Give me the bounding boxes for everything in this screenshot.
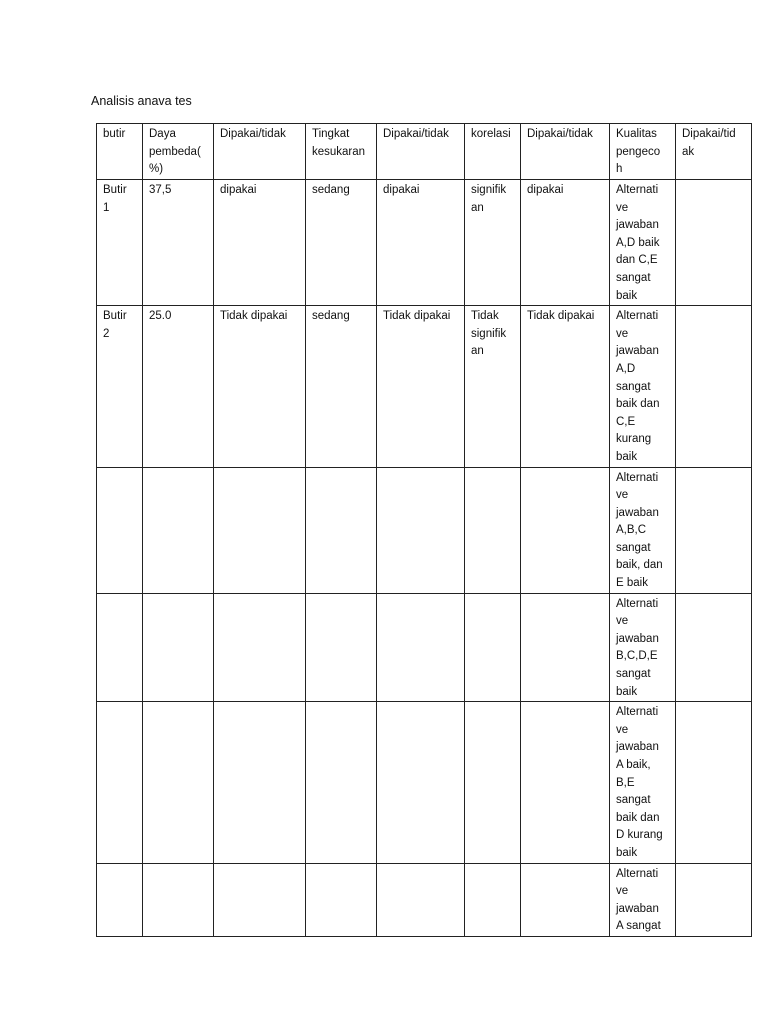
table-cell [306, 863, 377, 936]
table-cell [97, 702, 143, 863]
table-cell [97, 593, 143, 702]
document-title: Analisis anava tes [91, 94, 192, 108]
table-cell: Alternati ve jawaban A,B,C sangat baik, dan E baik [610, 467, 676, 593]
table-cell [465, 702, 521, 863]
table-cell: sedang [306, 180, 377, 306]
table-cell: Tidak dipakai [377, 306, 465, 467]
table-cell: 37,5 [143, 180, 214, 306]
table-row [97, 702, 752, 863]
header-cell: Daya pembeda( %) [143, 124, 214, 180]
table-cell [214, 863, 306, 936]
table-cell: Alternati ve jawaban A,D baik dan C,E sangat baik [610, 180, 676, 306]
table-cell: signifik an [465, 180, 521, 306]
table-cell: dipakai [214, 180, 306, 306]
table-cell [521, 593, 610, 702]
header-cell: Dipakai/tidak [521, 124, 610, 180]
table-cell [377, 467, 465, 593]
table-cell: Alternati ve jawaban A,D sangat baik dan C,E kurang baik [610, 306, 676, 467]
table-cell: Butir 2 [97, 306, 143, 467]
table-cell: Alternati ve jawaban A baik, B,E sangat baik dan D kurang baik [610, 702, 676, 863]
table-cell [521, 863, 610, 936]
table-cell [143, 467, 214, 593]
analysis-table [96, 123, 752, 937]
table-cell: sedang [306, 306, 377, 467]
header-cell: Tingkat kesukaran [306, 124, 377, 180]
header-cell: Dipakai/tid ak [676, 124, 752, 180]
table-cell [306, 593, 377, 702]
table-cell: Butir 1 [97, 180, 143, 306]
table-cell [306, 702, 377, 863]
header-cell: Dipakai/tidak [214, 124, 306, 180]
table-cell: dipakai [377, 180, 465, 306]
table-cell [465, 593, 521, 702]
table-cell [676, 593, 752, 702]
table-cell [306, 467, 377, 593]
table-cell [676, 467, 752, 593]
table-cell [214, 702, 306, 863]
header-cell: Dipakai/tidak [377, 124, 465, 180]
table-cell [676, 306, 752, 467]
header-cell: korelasi [465, 124, 521, 180]
table-row [97, 180, 752, 306]
table-cell [97, 467, 143, 593]
table-cell [377, 593, 465, 702]
table-header-row [97, 124, 752, 180]
header-cell: Kualitas pengeco h [610, 124, 676, 180]
table-cell [214, 467, 306, 593]
table-cell [521, 467, 610, 593]
table-cell: 25.0 [143, 306, 214, 467]
table-cell: Tidak signifik an [465, 306, 521, 467]
table-cell [143, 702, 214, 863]
table-cell: Alternati ve jawaban B,C,D,E sangat baik [610, 593, 676, 702]
table-row [97, 593, 752, 702]
table-row [97, 863, 752, 936]
table-cell [676, 863, 752, 936]
table-cell [676, 702, 752, 863]
table-cell: dipakai [521, 180, 610, 306]
table-row [97, 306, 752, 467]
table-cell [465, 863, 521, 936]
table-cell: Tidak dipakai [214, 306, 306, 467]
header-cell: butir [97, 124, 143, 180]
table-cell [377, 863, 465, 936]
table-cell [143, 863, 214, 936]
table-cell [143, 593, 214, 702]
table-cell [377, 702, 465, 863]
table-cell [676, 180, 752, 306]
table-cell: Alternati ve jawaban A sangat [610, 863, 676, 936]
table-cell [465, 467, 521, 593]
table-cell: Tidak dipakai [521, 306, 610, 467]
table-cell [214, 593, 306, 702]
table-row [97, 467, 752, 593]
table-cell [521, 702, 610, 863]
table-cell [97, 863, 143, 936]
